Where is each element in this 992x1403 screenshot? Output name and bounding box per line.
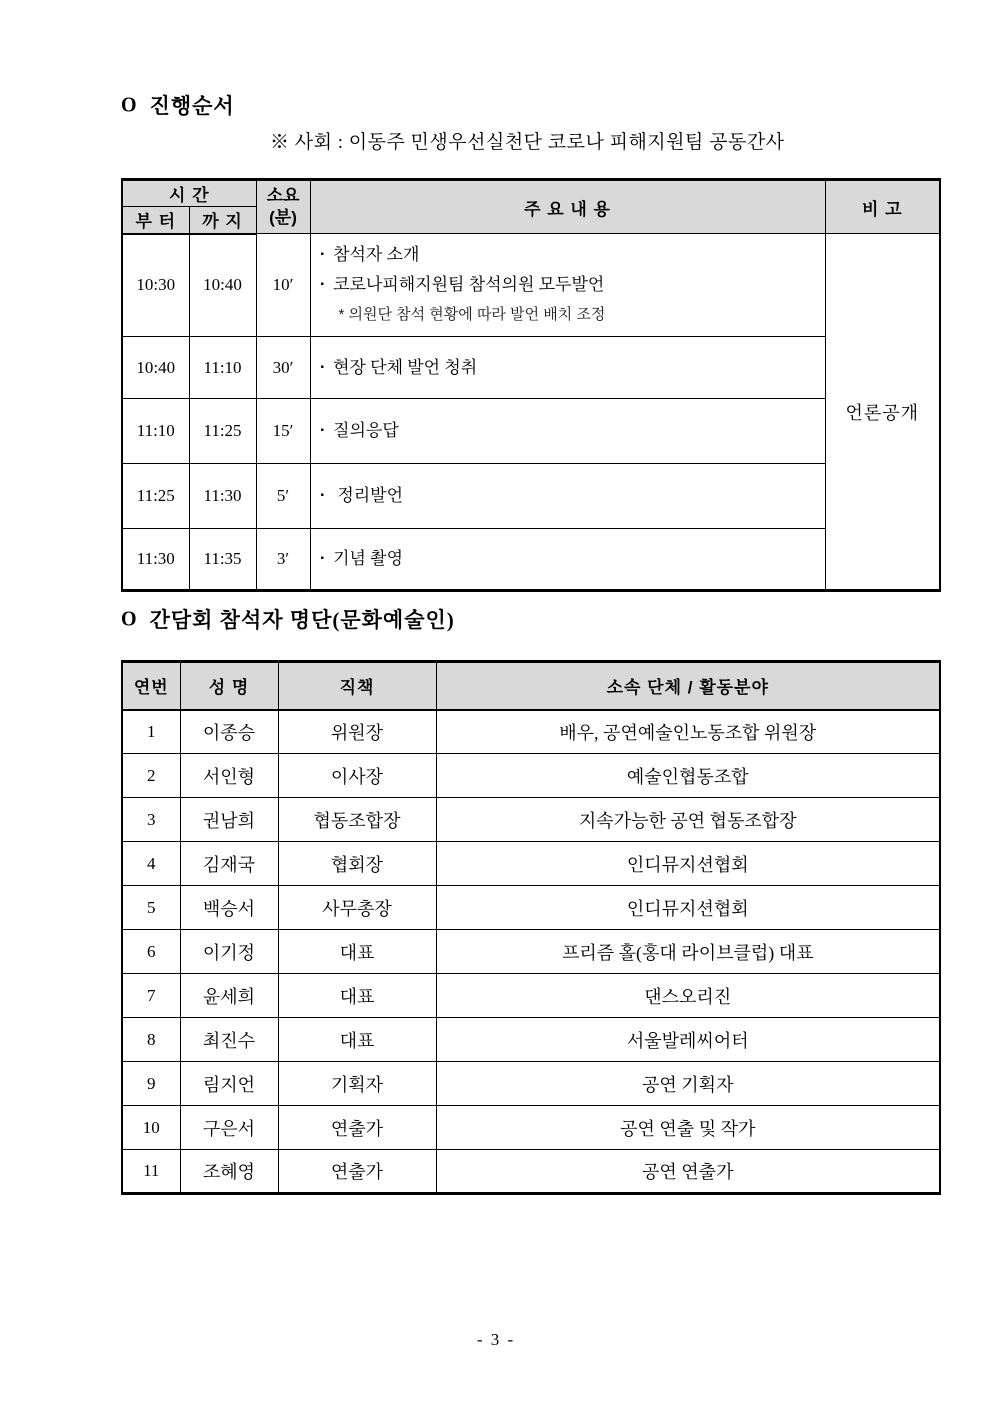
agenda-sub-note: * 의원단 참석 현황에 따라 발언 배치 조정 bbox=[338, 306, 606, 323]
agenda-item-text: 코로나피해지원팀 참석의원 모두발언 bbox=[333, 275, 605, 294]
attendee-name-cell: 조혜영 bbox=[180, 1150, 278, 1194]
attendee-no-cell: 6 bbox=[122, 930, 180, 974]
attendee-row bbox=[122, 1106, 940, 1150]
attendee-row bbox=[122, 798, 940, 842]
attendee-title-cell: 위원장 bbox=[278, 710, 436, 754]
section-title: 진행순서 bbox=[149, 94, 235, 118]
attendee-no-cell: 10 bbox=[122, 1106, 180, 1150]
agenda-item-text: 질의응답 bbox=[333, 421, 399, 440]
attendee-name-cell: 이기정 bbox=[180, 930, 278, 974]
agenda-item-text: 기념 촬영 bbox=[333, 549, 404, 568]
attendee-header-cell: 연번 bbox=[122, 662, 180, 710]
content-cell bbox=[310, 234, 825, 337]
time-from-cell: 11:30 bbox=[122, 529, 189, 591]
attendee-name-cell: 백승서 bbox=[180, 886, 278, 930]
attendee-title-cell: 협동조합장 bbox=[278, 798, 436, 842]
schedule-row bbox=[122, 464, 940, 529]
section-heading-attendees bbox=[121, 604, 455, 634]
square-bullet-icon: ▪ bbox=[320, 490, 325, 501]
attendee-row bbox=[122, 1150, 940, 1194]
square-bullet-icon: ▪ bbox=[320, 279, 325, 290]
agenda-item bbox=[321, 544, 817, 574]
square-bullet-icon: ▪ bbox=[320, 249, 325, 260]
attendee-name-cell: 서인형 bbox=[180, 754, 278, 798]
agenda-item bbox=[321, 240, 817, 270]
agenda-item bbox=[321, 416, 817, 446]
attendee-org-cell: 배우, 공연예술인노동조합 위원장 bbox=[436, 710, 940, 754]
attendee-no-cell: 3 bbox=[122, 798, 180, 842]
attendee-no-cell: 4 bbox=[122, 842, 180, 886]
attendee-row bbox=[122, 886, 940, 930]
attendee-header-cell: 소속 단체 / 활동분야 bbox=[436, 662, 940, 710]
square-bullet-icon: ▪ bbox=[320, 361, 325, 373]
section-title: 간담회 참석자 명단(문화예술인) bbox=[149, 608, 455, 632]
square-bullet-icon: ▪ bbox=[320, 425, 325, 436]
circle-bullet-icon: O bbox=[121, 92, 138, 117]
agenda-item bbox=[321, 270, 817, 300]
header-time: 시 간 bbox=[122, 180, 256, 207]
attendee-title-cell: 연출가 bbox=[278, 1150, 436, 1194]
content-cell bbox=[310, 529, 825, 591]
header-time-from: 부 터 bbox=[122, 207, 189, 234]
attendee-row bbox=[122, 974, 940, 1018]
attendee-no-cell: 1 bbox=[122, 710, 180, 754]
attendee-title-cell: 협회장 bbox=[278, 842, 436, 886]
time-from-cell: 11:25 bbox=[122, 464, 189, 529]
attendee-name-cell: 이종승 bbox=[180, 710, 278, 754]
attendee-org-cell: 인디뮤지션협회 bbox=[436, 842, 940, 886]
mc-note: ※ 사회 : 이동주 민생우선실천단 코로나 피해지원팀 공동간사 bbox=[270, 132, 785, 153]
schedule-row bbox=[122, 234, 940, 337]
duration-cell: 5′ bbox=[256, 464, 310, 529]
schedule-row bbox=[122, 337, 940, 399]
attendee-row bbox=[122, 1062, 940, 1106]
header-duration-line2: (분) bbox=[269, 208, 297, 227]
time-from-cell: 10:30 bbox=[122, 234, 189, 337]
attendee-name-cell: 구은서 bbox=[180, 1106, 278, 1150]
attendee-org-cell: 서울발레씨어터 bbox=[436, 1018, 940, 1062]
duration-cell: 10′ bbox=[256, 234, 310, 337]
schedule-row bbox=[122, 399, 940, 464]
duration-cell: 3′ bbox=[256, 529, 310, 591]
attendee-org-cell: 공연 연출가 bbox=[436, 1150, 940, 1194]
attendee-name-cell: 최진수 bbox=[180, 1018, 278, 1062]
attendee-no-cell: 11 bbox=[122, 1150, 180, 1194]
attendee-name-cell: 김재국 bbox=[180, 842, 278, 886]
content-cell bbox=[310, 337, 825, 399]
attendee-name-cell: 윤세희 bbox=[180, 974, 278, 1018]
attendee-header-cell: 직책 bbox=[278, 662, 436, 710]
agenda-item-text: 현장 단체 발언 청취 bbox=[333, 357, 478, 377]
agenda-item-text: 참석자 소개 bbox=[333, 245, 420, 264]
circle-bullet-icon: O bbox=[121, 606, 138, 631]
attendee-title-cell: 대표 bbox=[278, 930, 436, 974]
time-from-cell: 10:40 bbox=[122, 337, 189, 399]
agenda-item-text: 정리발언 bbox=[333, 486, 404, 505]
page-number: - 3 - bbox=[476, 1330, 516, 1349]
attendee-title-cell: 이사장 bbox=[278, 754, 436, 798]
attendee-no-cell: 7 bbox=[122, 974, 180, 1018]
attendee-row bbox=[122, 710, 940, 754]
duration-cell: 15′ bbox=[256, 399, 310, 464]
schedule-table bbox=[121, 178, 941, 592]
time-from-cell: 11:10 bbox=[122, 399, 189, 464]
header-remark: 비 고 bbox=[825, 180, 940, 234]
attendee-org-cell: 프리즘 홀(홍대 라이브클럽) 대표 bbox=[436, 930, 940, 974]
time-to-cell: 10:40 bbox=[189, 234, 256, 337]
attendee-title-cell: 대표 bbox=[278, 974, 436, 1018]
header-time-to: 까 지 bbox=[189, 207, 256, 234]
attendee-name-cell: 림지언 bbox=[180, 1062, 278, 1106]
header-content: 주 요 내 용 bbox=[310, 180, 825, 234]
agenda-item bbox=[321, 353, 817, 383]
remark-cell: 언론공개 bbox=[825, 234, 940, 591]
time-to-cell: 11:10 bbox=[189, 337, 256, 399]
square-bullet-icon: ▪ bbox=[320, 553, 325, 564]
attendee-no-cell: 2 bbox=[122, 754, 180, 798]
attendee-no-cell: 8 bbox=[122, 1018, 180, 1062]
attendee-title-cell: 연출가 bbox=[278, 1106, 436, 1150]
attendee-org-cell: 댄스오리진 bbox=[436, 974, 940, 1018]
attendee-name-cell: 권남희 bbox=[180, 798, 278, 842]
attendee-row bbox=[122, 754, 940, 798]
duration-cell: 30′ bbox=[256, 337, 310, 399]
attendee-org-cell: 공연 기획자 bbox=[436, 1062, 940, 1106]
attendee-org-cell: 지속가능한 공연 협동조합장 bbox=[436, 798, 940, 842]
attendee-org-cell: 인디뮤지션협회 bbox=[436, 886, 940, 930]
attendee-row bbox=[122, 1018, 940, 1062]
attendee-no-cell: 5 bbox=[122, 886, 180, 930]
header-duration bbox=[256, 180, 310, 234]
time-to-cell: 11:35 bbox=[189, 529, 256, 591]
agenda-item bbox=[321, 481, 817, 511]
section-heading-agenda bbox=[121, 90, 235, 120]
attendee-title-cell: 대표 bbox=[278, 1018, 436, 1062]
attendee-org-cell: 공연 연출 및 작가 bbox=[436, 1106, 940, 1150]
header-duration-line1: 소요 bbox=[266, 186, 300, 205]
attendee-title-cell: 사무총장 bbox=[278, 886, 436, 930]
attendee-title-cell: 기획자 bbox=[278, 1062, 436, 1106]
attendee-header-cell: 성 명 bbox=[180, 662, 278, 710]
time-to-cell: 11:30 bbox=[189, 464, 256, 529]
attendee-row bbox=[122, 842, 940, 886]
time-to-cell: 11:25 bbox=[189, 399, 256, 464]
attendee-table bbox=[121, 660, 941, 1195]
attendee-row bbox=[122, 930, 940, 974]
attendee-no-cell: 9 bbox=[122, 1062, 180, 1106]
content-cell bbox=[310, 399, 825, 464]
content-cell bbox=[310, 464, 825, 529]
attendee-org-cell: 예술인협동조합 bbox=[436, 754, 940, 798]
schedule-row bbox=[122, 529, 940, 591]
